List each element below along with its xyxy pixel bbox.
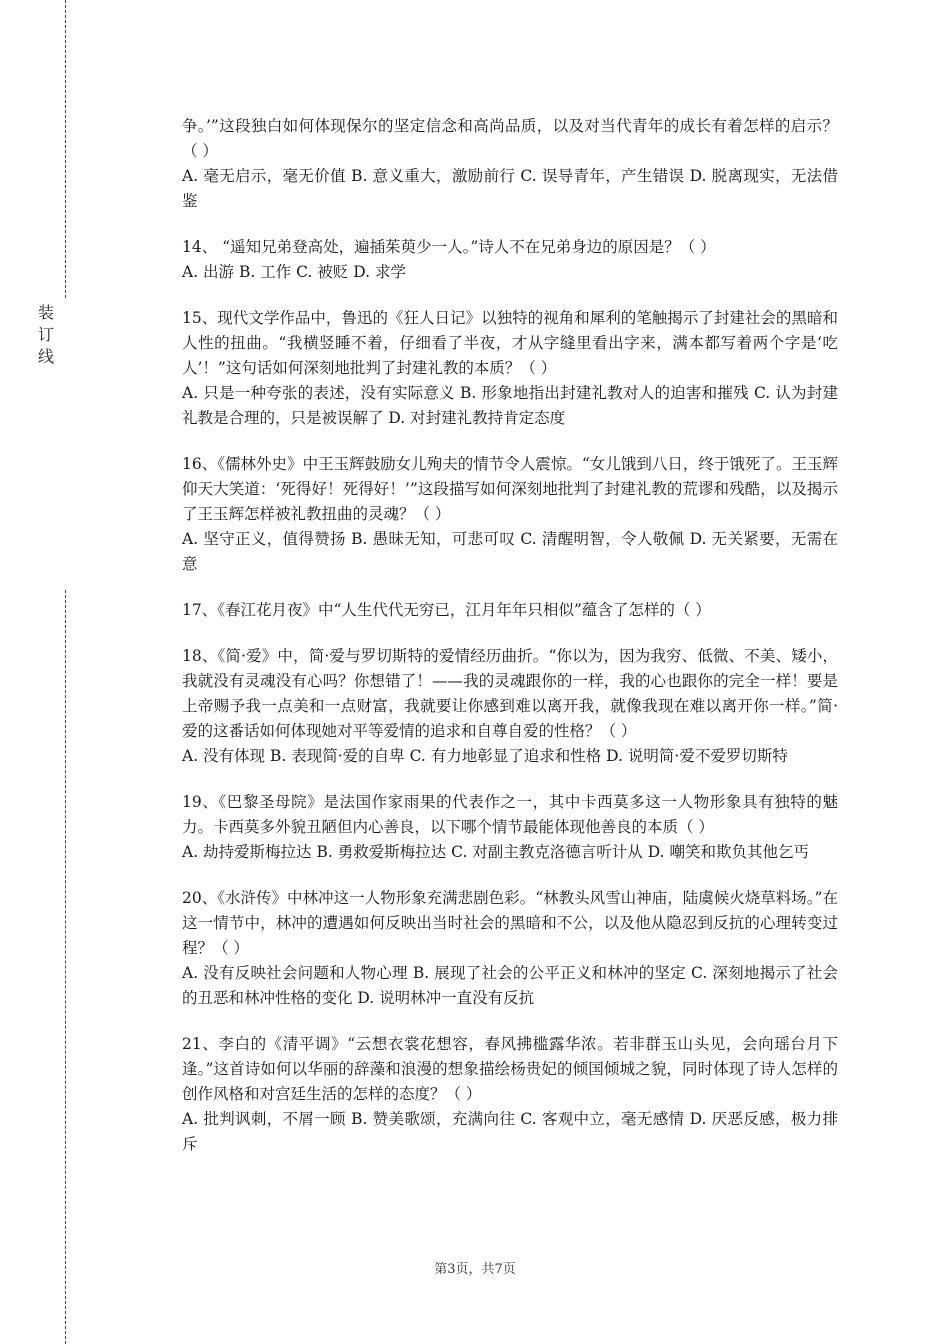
binding-char: 订 (37, 325, 54, 344)
question-options: A. 批判讽刺，不屑一顾 B. 赞美歌颂，充满向往 C. 客观中立，毫无感情 D. 厌恶反感，极力排斥 (182, 1110, 838, 1153)
question-stem: 17、《春江花月夜》中“人生代代无穷已，江月年年只相似”蕴含了怎样的（ ） (182, 601, 711, 619)
question-options: A. 劫持爱斯梅拉达 B. 勇救爱斯梅拉达 C. 对副主教克洛德言听计从 D. 嘲笑和欺负其他乞丐 (182, 843, 809, 861)
question-18 (182, 644, 838, 769)
question-20 (182, 886, 838, 1011)
question-16 (182, 452, 838, 577)
question-options: A. 出游 B. 工作 C. 被贬 D. 求学 (182, 263, 406, 281)
question-stem: 14、 “遥知兄弟登高处，遍插茱萸少一人。”诗人不在兄弟身边的原因是？（ ） (182, 238, 716, 256)
question-15 (182, 306, 838, 431)
page-number: 第3页，共7页 (434, 1262, 516, 1277)
question-options: A. 没有体现 B. 表现简·爱的自卑 C. 有力地彰显了追求和性格 D. 说明简·爱不爱罗切斯特 (182, 747, 788, 765)
question-stem: 争。’”这段独白如何体现保尔的坚定信念和高尚品质，以及对当代青年的成长有着怎样的启示？（ ） (182, 117, 838, 160)
binding-char: 装 (37, 303, 54, 322)
binding-char: 线 (37, 347, 54, 366)
question-options: A. 坚守正义，值得赞扬 B. 愚昧无知，可悲可叹 C. 清醒明智，令人敬佩 D. 无关紧要，无需在意 (182, 530, 838, 573)
question-17 (182, 598, 838, 623)
question-options: A. 毫无启示，毫无价值 B. 意义重大，激励前行 C. 误导青年，产生错误 D. 脱离现实，无法借鉴 (182, 167, 838, 210)
question-stem: 16、《儒林外史》中王玉辉鼓励女儿殉夫的情节令人震惊。“女儿饿到八日，终于饿死了。王玉辉仰天大笑道：‘死得好！死得好！’”这段描写如何深刻地批判了封建礼教的荒谬和残酷，以及揭示了王玉辉怎样被礼教扭曲的灵魂？（ ） (182, 455, 838, 523)
question-14 (182, 235, 838, 285)
binding-line-top (65, 0, 66, 298)
question-options: A. 没有反映社会问题和人物心理 B. 展现了社会的公平正义和林冲的坚定 C. 深刻地揭示了社会的丑恶和林冲性格的变化 D. 说明林冲一直没有反抗 (182, 964, 838, 1007)
question-stem: 18、《简·爱》中，简·爱与罗切斯特的爱情经历曲折。“你以为，因为我穷、低微、不美、矮小，我就没有灵魂没有心吗？你想错了！——我的灵魂跟你的一样，我的心也跟你的完全一样！要是上帝赐予我一点美和一点财富，我就要让你感到难以离开我，就像我现在难以离开你一样。”简·爱的这番话如何体现她对平等爱情的追求和自尊自爱的性格？（ ） (182, 647, 838, 740)
question-21 (182, 1032, 838, 1157)
question-stem: 20、《水浒传》中林冲这一人物形象充满悲剧色彩。“林教头风雪山神庙，陆虞候火烧草料场。”在这一情节中，林冲的遭遇如何反映出当时社会的黑暗和不公，以及他从隐忍到反抗的心理转变过程？（ ） (182, 889, 838, 957)
binding-label (36, 302, 56, 368)
binding-line-bottom (65, 590, 66, 1344)
question-stem: 19、《巴黎圣母院》是法国作家雨果的代表作之一，其中卡西莫多这一人物形象具有独特的魅力。卡西莫多外貌丑陋但内心善良，以下哪个情节最能体现他善良的本质（ ） (182, 793, 838, 836)
question-stem: 15、现代文学作品中，鲁迅的《狂人日记》以独特的视角和犀利的笔触揭示了封建社会的黑暗和人性的扭曲。“我横竖睡不着，仔细看了半夜，才从字缝里看出字来，满本都写着两个字是‘吃人’！”这句话如何深刻地批判了封建礼教的本质？（ ） (182, 309, 838, 377)
question-13 (182, 114, 838, 214)
question-stem: 21、李白的《清平调》“云想衣裳花想容，春风拂槛露华浓。若非群玉山头见，会向瑶台月下逢。”这首诗如何以华丽的辞藻和浪漫的想象描绘杨贵妃的倾国倾城之貌，同时体现了诗人怎样的创作风格和对宫廷生活的怎样的态度？（ ） (182, 1035, 838, 1103)
question-options: A. 只是一种夸张的表述，没有实际意义 B. 形象地指出封建礼教对人的迫害和摧残 C. 认为封建礼教是合理的，只是被误解了 D. 对封建礼教持肯定态度 (182, 384, 838, 427)
question-list (182, 114, 838, 1178)
question-19 (182, 790, 838, 865)
